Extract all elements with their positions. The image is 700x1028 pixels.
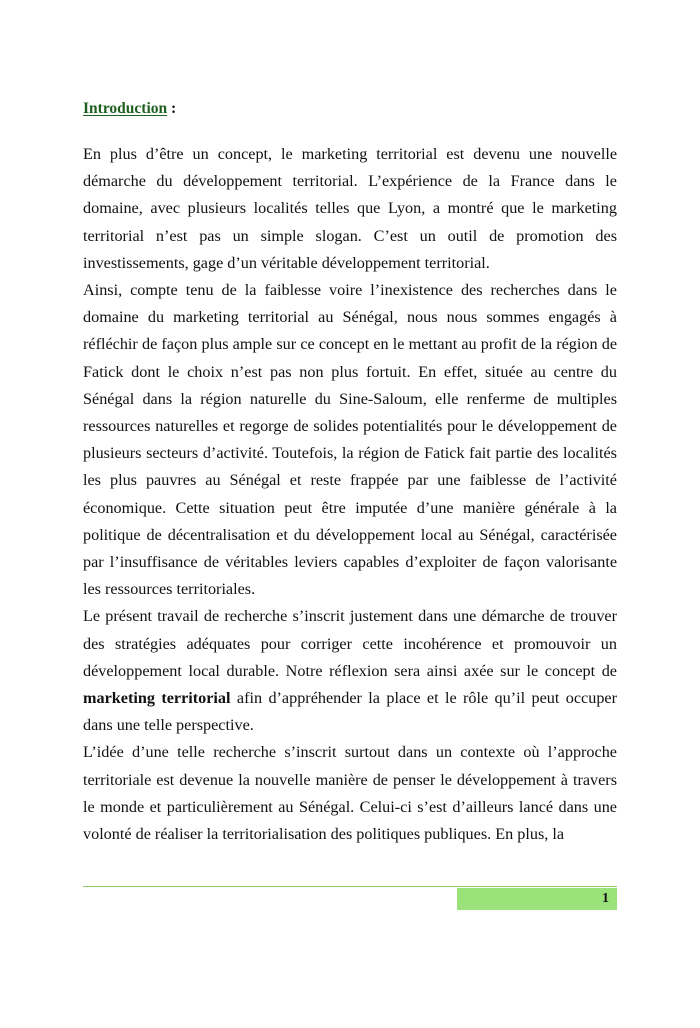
paragraph-3-bold-term: marketing territorial [83, 689, 231, 708]
footer-rule [83, 886, 617, 887]
paragraph-3-text-before: Le présent travail de recherche s’inscrit justement dans une démarche de trouver des stratégies adéquates pour corriger cette incohérence et promouvoir un développement local durable. Notre réflexion sera ainsi axée sur le concept de [83, 607, 617, 680]
page-number-band [457, 888, 617, 910]
paragraph-1: En plus d’être un concept, le marketing territorial est devenu une nouvelle démarche du développement territorial. L’expérience de la France dans le domaine, avec plusieurs localités telles que Lyon, a montré que le marketing territorial n’est pas un simple slogan. C’est un outil de promotion des investissements, gage d’un véritable développement territorial. [83, 145, 617, 272]
heading-title: Introduction [83, 100, 168, 117]
paragraph-3 [83, 603, 617, 739]
section-heading [83, 97, 617, 121]
document-body [83, 97, 617, 848]
paragraph-3-text-after: afin d’appréhender la place et le rôle qu’il peut occuper dans une telle perspective. [83, 689, 617, 735]
heading-colon: : [167, 100, 177, 117]
page-number: 1 [602, 891, 609, 906]
paragraph-4: L’idée d’une telle recherche s’inscrit surtout dans un contexte où l’approche territoriale est devenue la nouvelle manière de penser le développement à travers le monde et particulièrement au Sénégal. Celui-ci s’est d’ailleurs lancé dans une volonté de réaliser la territorialisation des politiques publiques. En plus, la [83, 743, 617, 844]
paragraph-2: Ainsi, compte tenu de la faiblesse voire l’inexistence des recherches dans le domaine du marketing territorial au Sénégal, nous nous sommes engagés à réfléchir de façon plus ample sur ce concept en le mettant au profit de la région de Fatick dont le choix n’est pas non plus fortuit. En effet, située au centre du Sénégal dans la région naturelle du Sine-Saloum, elle renferme de multiples ressources naturelles et regorge de solides potentialités pour le développement de plusieurs secteurs d’activité. Toutefois, la région de Fatick fait partie des localités les plus pauvres au Sénégal et reste frappée par une faiblesse de l’activité économique. Cette situation peut être imputée d’une manière générale à la politique de décentralisation et du développement local au Sénégal, caractérisée par l’insuffisance de véritables leviers capables d’exploiter de façon valorisante les ressources territoriales. [83, 281, 617, 599]
